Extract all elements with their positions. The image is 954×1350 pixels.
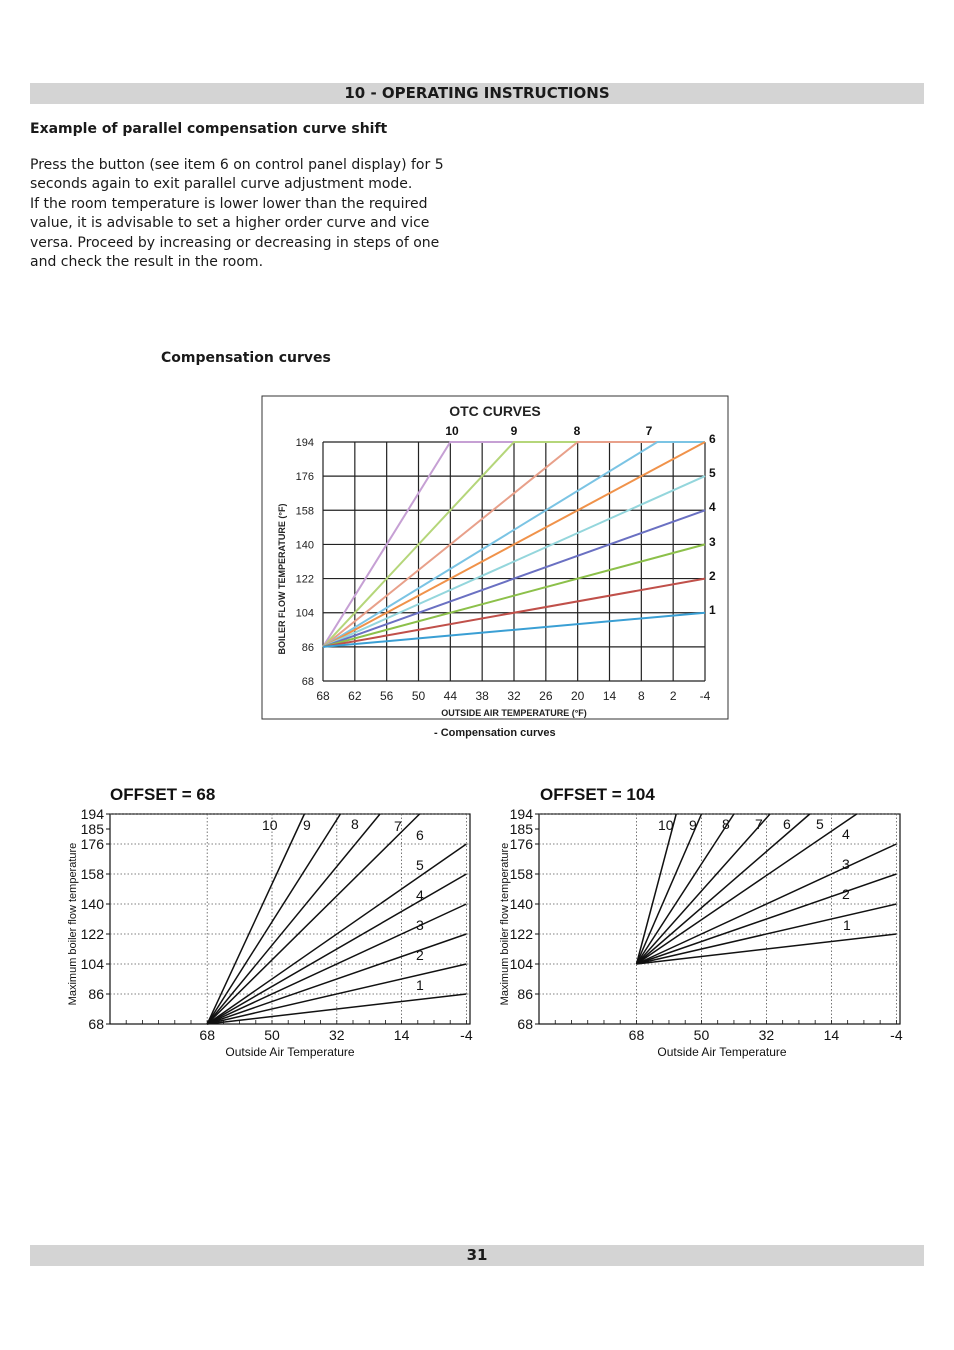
- otc-series-label: 2: [709, 569, 716, 583]
- x-tick-label: 50: [693, 1027, 710, 1043]
- offset-68-x-axis-label: Outside Air Temperature: [225, 1045, 355, 1059]
- compensation-caption: - Compensation curves: [434, 727, 556, 739]
- otc-x-tick-label: 44: [443, 689, 458, 703]
- series-label: 3: [842, 856, 850, 872]
- otc-y-tick-label: 86: [301, 641, 314, 654]
- series-label: 9: [303, 817, 311, 833]
- x-tick-label: 68: [628, 1027, 645, 1043]
- series-label: 4: [416, 887, 424, 903]
- series-label: 2: [842, 886, 850, 902]
- curve-6: [637, 814, 810, 964]
- y-tick-label: 194: [509, 806, 533, 822]
- y-tick-label: 86: [517, 986, 533, 1002]
- series-label: 6: [416, 827, 424, 843]
- otc-y-tick-label: 68: [301, 676, 314, 688]
- y-tick-label: 185: [509, 821, 533, 837]
- otc-y-tick-label: 140: [295, 539, 314, 552]
- otc-y-tick-label: 104: [295, 607, 314, 620]
- otc-x-tick-label: 14: [602, 689, 617, 703]
- otc-x-tick-label: 26: [539, 689, 553, 703]
- otc-y-tick-label: 194: [295, 437, 314, 449]
- series-label: 6: [783, 816, 791, 832]
- x-tick-label: 32: [758, 1027, 775, 1043]
- y-tick-label: 158: [509, 866, 533, 882]
- compensation-title: Compensation curves: [161, 350, 331, 366]
- y-tick-label: 86: [88, 986, 104, 1002]
- paragraph-line: value, it is advisable to set a higher order curve and vice: [30, 215, 430, 232]
- otc-y-axis-label: BOILER FLOW TEMPERATURE (°F): [277, 503, 287, 655]
- otc-x-tick-label: 8: [637, 689, 645, 703]
- y-tick-label: 122: [509, 926, 533, 942]
- series-label: 8: [351, 816, 359, 832]
- otc-series-label: 1: [709, 603, 716, 617]
- series-label: 4: [842, 826, 850, 842]
- otc-y-tick-label: 122: [295, 573, 314, 586]
- otc-x-axis-label: OUTSIDE AIR TEMPERATURE (°F): [441, 708, 587, 718]
- offset-68-title: OFFSET = 68: [110, 785, 216, 804]
- otc-x-tick-label: 38: [475, 689, 489, 703]
- otc-series-label: 8: [573, 424, 581, 438]
- otc-series-label: 4: [709, 500, 716, 514]
- otc-series-label: 7: [645, 424, 653, 438]
- otc-x-tick-label: -4: [699, 689, 711, 703]
- y-tick-label: 194: [80, 806, 104, 822]
- offset-104-title: OFFSET = 104: [540, 785, 655, 804]
- otc-x-tick-label: 56: [379, 689, 394, 703]
- otc-series-label: 3: [709, 535, 716, 549]
- y-tick-label: 158: [80, 866, 104, 882]
- y-tick-label: 185: [80, 821, 104, 837]
- otc-series-label: 10: [445, 424, 459, 438]
- y-tick-label: 68: [88, 1016, 104, 1032]
- offset-104-y-axis-label: Maximum boiler flow temperature: [499, 842, 511, 1006]
- y-tick-label: 140: [80, 896, 104, 912]
- offset-68-y-axis-label: Maximum boiler flow temperature: [67, 842, 79, 1006]
- y-tick-label: 176: [80, 836, 104, 852]
- y-tick-label: 104: [509, 956, 533, 972]
- y-tick-label: 104: [80, 956, 104, 972]
- x-tick-label: 50: [264, 1027, 280, 1043]
- x-tick-label: -4: [460, 1027, 473, 1043]
- otc-series-label: 5: [709, 466, 716, 480]
- series-label: 2: [416, 947, 424, 963]
- y-tick-label: 122: [80, 926, 104, 942]
- x-tick-label: 32: [329, 1027, 345, 1043]
- otc-series-label: 6: [709, 432, 716, 446]
- paragraph-line: seconds again to exit parallel curve adjustment mode.: [30, 176, 413, 193]
- series-label: 7: [394, 818, 402, 834]
- x-tick-label: 14: [393, 1027, 410, 1043]
- x-tick-label: 14: [823, 1027, 840, 1043]
- paragraph-line: versa. Proceed by increasing or decreasing in steps of one: [30, 234, 440, 251]
- series-label: 1: [843, 917, 851, 933]
- otc-x-tick-label: 68: [316, 689, 330, 703]
- otc-x-tick-label: 32: [507, 689, 521, 703]
- page-number: 31: [30, 1245, 924, 1266]
- x-tick-label: 68: [199, 1027, 215, 1043]
- series-label: 9: [689, 817, 697, 833]
- otc-x-tick-label: 2: [669, 689, 677, 703]
- series-label: 8: [722, 816, 730, 832]
- otc-x-tick-label: 50: [411, 689, 426, 703]
- series-label: 5: [416, 857, 424, 873]
- otc-y-tick-label: 158: [295, 505, 314, 518]
- y-tick-label: 68: [517, 1016, 533, 1032]
- offset-104-x-axis-label: Outside Air Temperature: [657, 1045, 787, 1059]
- y-tick-label: 176: [509, 836, 533, 852]
- paragraph-line: Press the button (see item 6 on control panel display) for 5: [30, 157, 444, 173]
- otc-y-tick-label: 176: [295, 471, 314, 484]
- x-tick-label: -4: [890, 1027, 903, 1043]
- otc-series-label: 9: [510, 424, 518, 438]
- paragraph-line: and check the result in the room.: [30, 254, 264, 271]
- series-label: 1: [416, 977, 424, 993]
- otc-chart-title: OTC CURVES: [449, 403, 541, 419]
- otc-x-tick-label: 62: [348, 689, 362, 703]
- series-label: 10: [262, 817, 278, 833]
- section-header: 10 - OPERATING INSTRUCTIONS: [30, 83, 924, 104]
- series-label: 5: [816, 816, 824, 832]
- series-label: 7: [755, 816, 763, 832]
- curve-1: [637, 934, 897, 964]
- series-label: 10: [658, 817, 674, 833]
- otc-x-tick-label: 20: [570, 689, 585, 703]
- section-subtitle: Example of parallel compensation curve shift: [30, 121, 388, 137]
- paragraph-line: If the room temperature is lower lower than the required: [30, 195, 428, 212]
- y-tick-label: 140: [509, 896, 533, 912]
- series-label: 3: [416, 917, 424, 933]
